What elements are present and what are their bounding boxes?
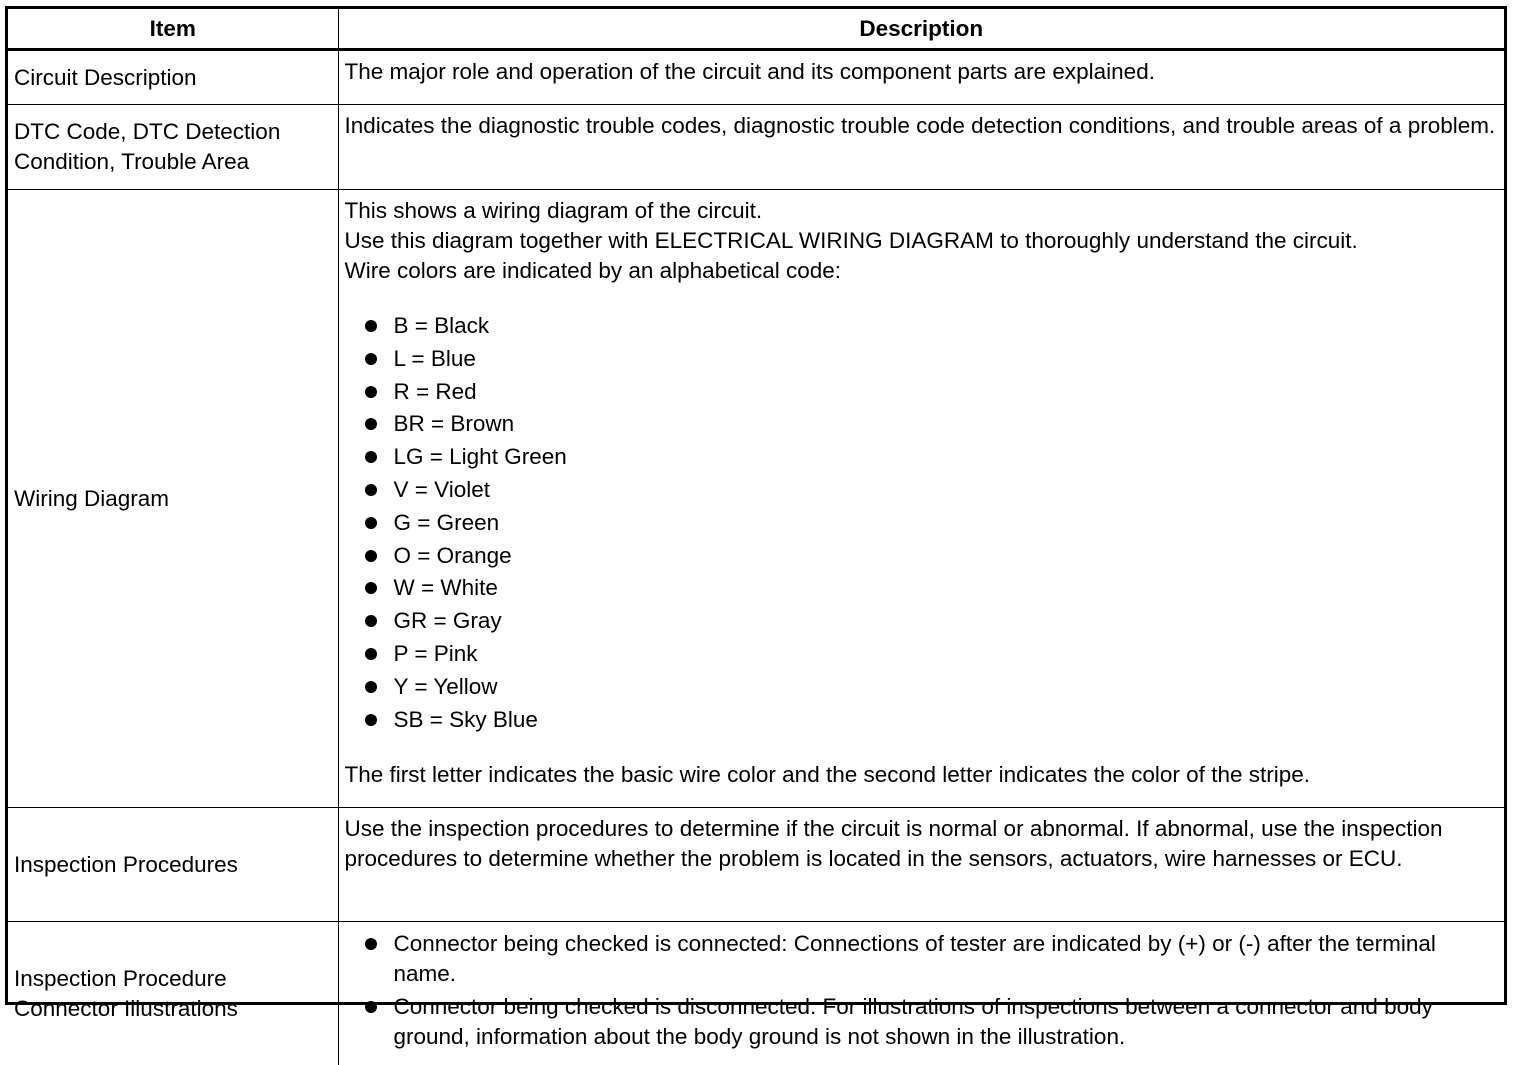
table-row xyxy=(8,50,1504,105)
wire-color-code-list xyxy=(345,310,1499,736)
wiring-diagram-description xyxy=(338,190,1504,808)
item-connector-line: Connector Illustrations xyxy=(14,994,332,1024)
item-circuit-description: Circuit Description xyxy=(8,50,338,105)
item-connector-illustrations xyxy=(8,922,338,1065)
reference-table xyxy=(8,9,1504,1065)
dtc-description-text: Indicates the diagnostic trouble codes, diagnostic trouble code detection conditions, and trouble areas of a problem. xyxy=(338,105,1504,190)
list-item: LG = Light Green xyxy=(363,441,1499,474)
list-item: GR = Gray xyxy=(363,605,1499,638)
list-item: O = Orange xyxy=(363,540,1499,573)
list-item: L = Blue xyxy=(363,343,1499,376)
inspection-procedures-text: Use the inspection procedures to determine if the circuit is normal or abnormal. If abnormal, use the inspection procedures to determine whether the problem is located in the sensors, actuators, wire harnesses or ECU. xyxy=(338,808,1504,922)
wiring-intro-line: Wire colors are indicated by an alphabetical code: xyxy=(345,256,1499,286)
list-item: B = Black xyxy=(363,310,1499,343)
list-item: W = White xyxy=(363,572,1499,605)
item-dtc xyxy=(8,105,338,190)
connector-notes-list xyxy=(345,928,1499,1052)
list-item: BR = Brown xyxy=(363,408,1499,441)
item-connector-line: Inspection Procedure xyxy=(14,964,332,994)
item-dtc-line: Condition, Trouble Area xyxy=(14,147,332,177)
circuit-description-text: The major role and operation of the circuit and its component parts are explained. xyxy=(338,50,1504,105)
wiring-intro-line: This shows a wiring diagram of the circuit. xyxy=(345,196,1499,226)
table-row xyxy=(8,922,1504,1065)
item-inspection-procedures: Inspection Procedures xyxy=(8,808,338,922)
item-dtc-line: DTC Code, DTC Detection xyxy=(14,117,332,147)
table-row xyxy=(8,105,1504,190)
reference-table-container xyxy=(5,6,1507,1005)
wiring-footer-note: The first letter indicates the basic wire color and the second letter indicates the color of the stripe. xyxy=(345,760,1499,790)
item-column-header: Item xyxy=(8,9,338,50)
list-item: Connector being checked is disconnected: For illustrations of inspections between a connector and body ground, information about the body ground is not shown in the illustration. xyxy=(363,992,1499,1052)
list-item: V = Violet xyxy=(363,474,1499,507)
list-item: Y = Yellow xyxy=(363,671,1499,704)
header-row xyxy=(8,9,1504,50)
item-wiring-diagram: Wiring Diagram xyxy=(8,190,338,808)
wiring-intro-line: Use this diagram together with ELECTRICAL WIRING DIAGRAM to thoroughly understand the circuit. xyxy=(345,226,1499,256)
table-row xyxy=(8,190,1504,808)
list-item: R = Red xyxy=(363,376,1499,409)
connector-illustrations-description xyxy=(338,922,1504,1065)
table-row xyxy=(8,808,1504,922)
list-item: SB = Sky Blue xyxy=(363,704,1499,737)
list-item: Connector being checked is connected: Connections of tester are indicated by (+) or (-) after the terminal name. xyxy=(363,929,1499,989)
description-column-header: Description xyxy=(338,9,1504,50)
list-item: G = Green xyxy=(363,507,1499,540)
list-item: P = Pink xyxy=(363,638,1499,671)
